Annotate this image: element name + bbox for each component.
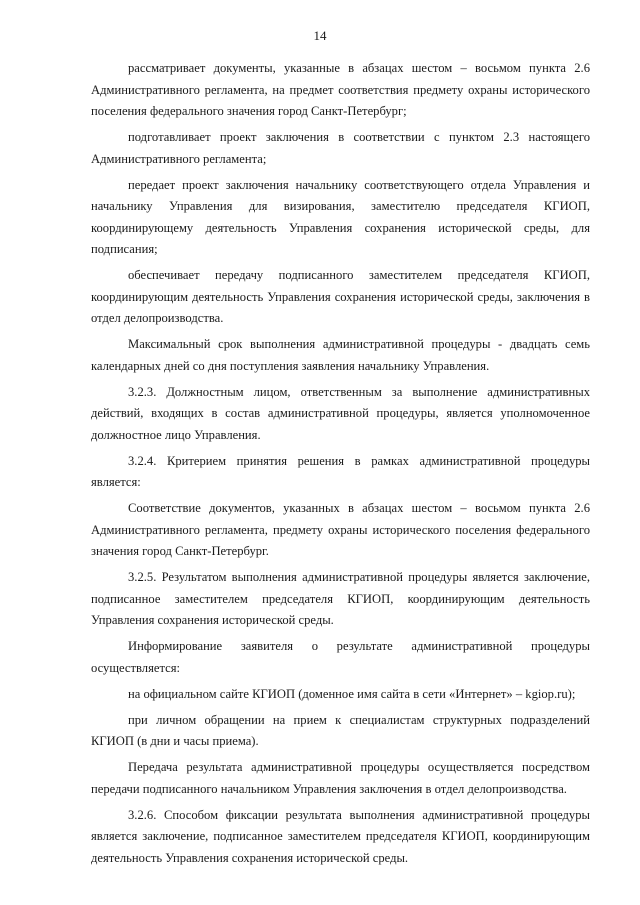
paragraph-result-transfer: Передача результата административной процедуры осуществляется посредством передачи подписанного начальником Управления заключения в отдел делопроизводства. [91, 760, 590, 796]
paragraph-3-2-6: 3.2.6. Способом фиксации результата выполнения административной процедуры является заключение, подписанное заместителем председателя КГИОП, координирующим деятельность Управления сохранения исторической среды. [91, 807, 590, 865]
document-body [91, 58, 590, 874]
paragraph-max-term: Максимальный срок выполнения административной процедуры - двадцать семь календарных дней со дня поступления заявления начальнику Управления. [91, 337, 590, 373]
paragraph-prepare-draft: подготавливает проект заключения в соответствии с пунктом 2.3 настоящего Административного регламента; [91, 130, 590, 166]
paragraph-3-2-4: 3.2.4. Критерием принятия решения в рамках административной процедуры является: [91, 453, 590, 489]
paragraph-personal-visit: при личном обращении на прием к специалистам структурных подразделений КГИОП (в дни и часы приема). [91, 712, 590, 748]
paragraph-3-2-3: 3.2.3. Должностным лицом, ответственным за выполнение административных действий, входящих в состав административной процедуры, является уполномоченное должностное лицо Управления. [91, 384, 590, 442]
paragraph-review-documents: рассматривает документы, указанные в абзацах шестом – восьмом пункта 2.6 Административного регламента, на предмет соответствия предмету охраны исторического поселения федерального значения город Санкт-Петербург; [91, 61, 590, 118]
paragraph-criterion: Соответствие документов, указанных в абзацах шестом – восьмом пункта 2.6 Административного регламента, предмету охраны исторического поселения федерального значения город Санкт-Петербург. [91, 501, 590, 558]
paragraph-ensure-transfer: обеспечивает передачу подписанного заместителем председателя КГИОП, координирующим деятельность Управления сохранения исторической среды, заключения в отдел делопроизводства. [91, 268, 590, 325]
paragraph-3-2-5: 3.2.5. Результатом выполнения административной процедуры является заключение, подписанное заместителем председателя КГИОП, координирующим деятельность Управления сохранения исторической среды. [91, 570, 590, 627]
paragraph-website: на официальном сайте КГИОП (доменное имя сайта в сети «Интернет» – kgiop.ru); [128, 686, 576, 701]
paragraph-informing: Информирование заявителя о результате административной процедуры осуществляется: [91, 639, 590, 675]
page-number: 14 [313, 28, 327, 43]
paragraph-transfer-draft: передает проект заключения начальнику соответствующего отдела Управления и начальнику Управления для визирования, заместителю председателя КГИОП, координирующему деятельность Управления сохранения исторической среды, для подписания; [91, 177, 590, 256]
